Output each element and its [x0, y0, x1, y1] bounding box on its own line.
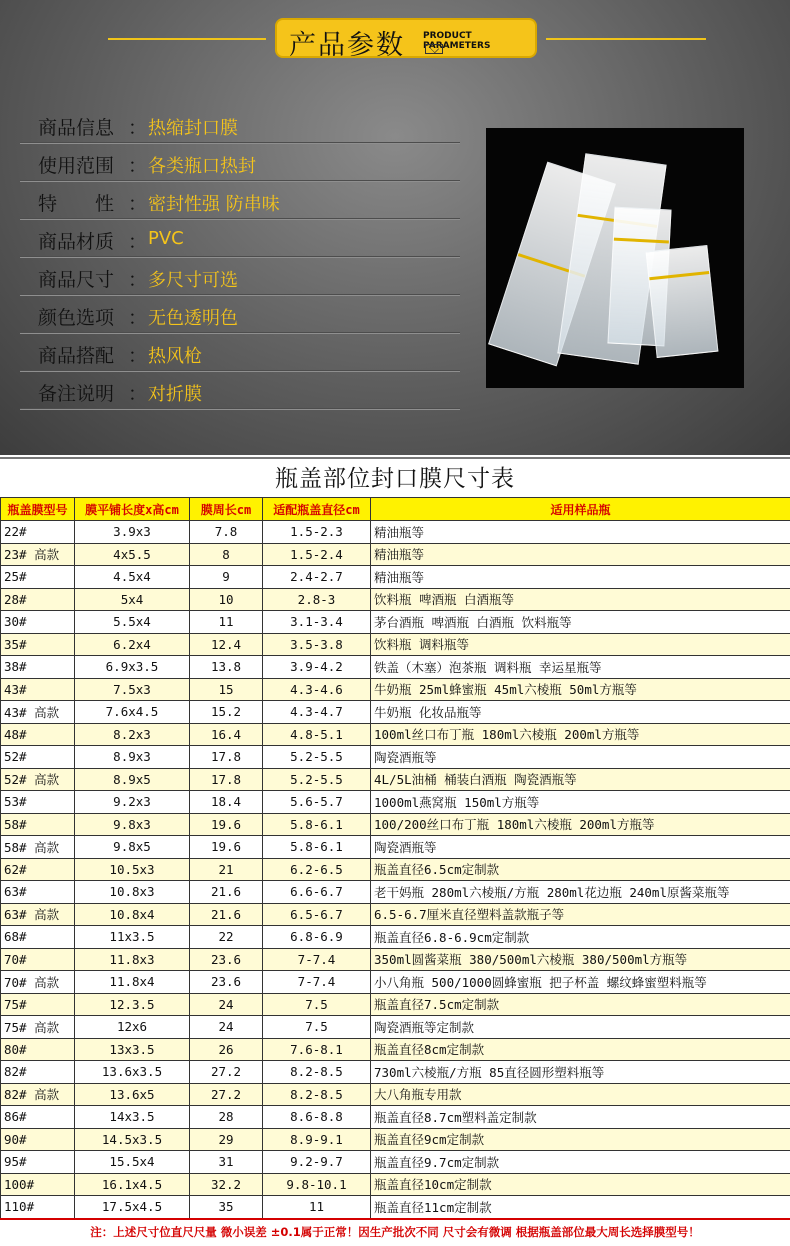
table-row — [1, 1196, 790, 1219]
cell-diameter: 1.5-2.3 — [263, 521, 371, 544]
cell-perimeter: 9 — [190, 566, 263, 589]
cell-model: 28# — [1, 588, 75, 611]
info-colon: ： — [128, 117, 148, 139]
table-row — [1, 836, 790, 859]
table-row — [1, 566, 790, 589]
cell-diameter: 7.5 — [263, 993, 371, 1016]
cell-model: 82# 高款 — [1, 1083, 75, 1106]
cell-diameter: 6.6-6.7 — [263, 881, 371, 904]
info-label: 商品尺寸 — [38, 269, 115, 291]
cell-diameter: 2.4-2.7 — [263, 566, 371, 589]
cell-bottles: 730ml六棱瓶/方瓶 85直径圆形塑料瓶等 — [371, 1061, 790, 1084]
cell-size: 8.9x5 — [75, 768, 190, 791]
table-header-row — [1, 498, 790, 521]
info-value: 对折膜 — [148, 384, 202, 405]
header-right-line — [546, 38, 706, 40]
cell-bottles: 陶瓷酒瓶等 — [371, 746, 790, 769]
cell-perimeter: 31 — [190, 1151, 263, 1174]
cell-model: 43# — [1, 678, 75, 701]
cell-bottles: 6.5-6.7厘米直径塑料盖款瓶子等 — [371, 903, 790, 926]
cell-bottles: 瓶盖直径10cm定制款 — [371, 1173, 790, 1196]
info-label: 使用范围 — [38, 155, 115, 177]
info-label: 备注说明 — [38, 383, 115, 405]
cell-perimeter: 27.2 — [190, 1061, 263, 1084]
cell-size: 7.6x4.5 — [75, 701, 190, 724]
cell-size: 10.5x3 — [75, 858, 190, 881]
cell-perimeter: 8 — [190, 543, 263, 566]
cell-perimeter: 17.8 — [190, 746, 263, 769]
cell-model: 86# — [1, 1106, 75, 1129]
cell-size: 9.8x3 — [75, 813, 190, 836]
cell-model: 70# — [1, 948, 75, 971]
info-label: 商品信息 — [38, 117, 115, 139]
table-row — [1, 768, 790, 791]
cell-bottles: 100/200丝口布丁瓶 180ml六棱瓶 200ml方瓶等 — [371, 813, 790, 836]
info-row — [20, 257, 460, 295]
cell-perimeter: 17.8 — [190, 768, 263, 791]
cell-bottles: 老干妈瓶 280ml六棱瓶/方瓶 280ml花边瓶 240ml原酱菜瓶等 — [371, 881, 790, 904]
cell-perimeter: 27.2 — [190, 1083, 263, 1106]
cell-model: 75# — [1, 993, 75, 1016]
cell-diameter: 4.8-5.1 — [263, 723, 371, 746]
cell-diameter: 11 — [263, 1196, 371, 1219]
cell-diameter: 2.8-3 — [263, 588, 371, 611]
cell-bottles: 牛奶瓶 化妆品瓶等 — [371, 701, 790, 724]
cell-bottles: 铁盖（木塞）泡茶瓶 调料瓶 幸运星瓶等 — [371, 656, 790, 679]
cell-perimeter: 16.4 — [190, 723, 263, 746]
cell-perimeter: 19.6 — [190, 836, 263, 859]
table-row — [1, 813, 790, 836]
cell-diameter: 3.5-3.8 — [263, 633, 371, 656]
cell-model: 63# 高款 — [1, 903, 75, 926]
table-row — [1, 1016, 790, 1039]
cell-model: 62# — [1, 858, 75, 881]
cell-diameter: 8.9-9.1 — [263, 1128, 371, 1151]
cell-model: 100# — [1, 1173, 75, 1196]
cell-perimeter: 18.4 — [190, 791, 263, 814]
info-label: 颜色选项 — [38, 307, 115, 329]
cell-diameter: 7.6-8.1 — [263, 1038, 371, 1061]
cell-size: 4.5x4 — [75, 566, 190, 589]
envelope-icon — [425, 44, 443, 54]
cell-bottles: 瓶盖直径8cm定制款 — [371, 1038, 790, 1061]
cell-model: 25# — [1, 566, 75, 589]
cell-model: 70# 高款 — [1, 971, 75, 994]
cell-diameter: 6.2-6.5 — [263, 858, 371, 881]
cell-model: 48# — [1, 723, 75, 746]
info-row — [20, 371, 460, 409]
size-table-title: 瓶盖部位封口膜尺寸表 — [0, 457, 790, 499]
info-value: 热风枪 — [148, 346, 202, 367]
cell-perimeter: 10 — [190, 588, 263, 611]
info-row — [20, 219, 460, 257]
cell-bottles: 1000ml燕窝瓶 150ml方瓶等 — [371, 791, 790, 814]
info-label: 商品材质 — [38, 231, 115, 253]
cell-diameter: 8.6-8.8 — [263, 1106, 371, 1129]
col-header-diameter: 适配瓶盖直径cm — [263, 498, 371, 521]
cell-size: 7.5x3 — [75, 678, 190, 701]
info-value: 无色透明色 — [148, 308, 238, 329]
table-row — [1, 948, 790, 971]
cell-perimeter: 24 — [190, 1016, 263, 1039]
cell-size: 11x3.5 — [75, 926, 190, 949]
shrink-bag — [646, 245, 719, 358]
table-row — [1, 611, 790, 634]
section-subtitle: PRODUCT PARAMETERS — [423, 31, 491, 51]
table-row — [1, 678, 790, 701]
section-title: 产品参数 — [289, 30, 405, 61]
cell-diameter: 5.8-6.1 — [263, 813, 371, 836]
cell-perimeter: 24 — [190, 993, 263, 1016]
cell-size: 3.9x3 — [75, 521, 190, 544]
info-row — [20, 143, 460, 181]
table-row — [1, 1038, 790, 1061]
cell-diameter: 5.2-5.5 — [263, 746, 371, 769]
cell-diameter: 6.5-6.7 — [263, 903, 371, 926]
product-photo — [486, 128, 744, 388]
cell-model: 58# — [1, 813, 75, 836]
cell-diameter: 7-7.4 — [263, 948, 371, 971]
cell-model: 35# — [1, 633, 75, 656]
cell-size: 14.5x3.5 — [75, 1128, 190, 1151]
info-colon: ： — [128, 231, 148, 253]
cell-size: 4x5.5 — [75, 543, 190, 566]
cell-diameter: 4.3-4.6 — [263, 678, 371, 701]
table-row — [1, 858, 790, 881]
cell-model: 23# 高款 — [1, 543, 75, 566]
cell-perimeter: 12.4 — [190, 633, 263, 656]
cell-bottles: 饮料瓶 啤酒瓶 白酒瓶等 — [371, 588, 790, 611]
cell-perimeter: 29 — [190, 1128, 263, 1151]
cell-size: 5x4 — [75, 588, 190, 611]
cell-size: 12x6 — [75, 1016, 190, 1039]
footnote: 注：上述尺寸位直尺尺量 微小误差 ±0.1属于正常！因生产批次不同 尺寸会有微调 根据瓶盖部位最大周长选择膜型号！ — [0, 1218, 790, 1246]
info-value: 密封性强 防串味 — [148, 194, 280, 215]
cell-bottles: 350ml圆酱菜瓶 380/500ml六棱瓶 380/500ml方瓶等 — [371, 948, 790, 971]
cell-perimeter: 23.6 — [190, 948, 263, 971]
cell-size: 13x3.5 — [75, 1038, 190, 1061]
cell-model: 110# — [1, 1196, 75, 1219]
info-value: 多尺寸可选 — [148, 270, 238, 291]
info-colon: ： — [128, 269, 148, 291]
cell-perimeter: 15 — [190, 678, 263, 701]
cell-size: 13.6x5 — [75, 1083, 190, 1106]
cell-bottles: 瓶盖直径6.8-6.9cm定制款 — [371, 926, 790, 949]
table-row — [1, 1173, 790, 1196]
cell-model: 38# — [1, 656, 75, 679]
table-row — [1, 881, 790, 904]
cell-size: 16.1x4.5 — [75, 1173, 190, 1196]
cell-model: 68# — [1, 926, 75, 949]
header-left-line — [108, 38, 266, 40]
cell-size: 17.5x4.5 — [75, 1196, 190, 1219]
section-header — [275, 18, 537, 61]
cell-bottles: 陶瓷酒瓶等定制款 — [371, 1016, 790, 1039]
info-colon: ： — [128, 383, 148, 405]
cell-bottles: 瓶盖直径6.5cm定制款 — [371, 858, 790, 881]
info-value: 热缩封口膜 — [148, 118, 238, 139]
product-parameters-section — [0, 0, 790, 455]
cell-size: 15.5x4 — [75, 1151, 190, 1174]
cell-perimeter: 19.6 — [190, 813, 263, 836]
cell-bottles: 100ml丝口布丁瓶 180ml六棱瓶 200ml方瓶等 — [371, 723, 790, 746]
cell-diameter: 9.2-9.7 — [263, 1151, 371, 1174]
cell-diameter: 3.9-4.2 — [263, 656, 371, 679]
cell-model: 80# — [1, 1038, 75, 1061]
info-row — [20, 295, 460, 333]
cell-diameter: 6.8-6.9 — [263, 926, 371, 949]
cell-model: 52# — [1, 746, 75, 769]
cell-model: 22# — [1, 521, 75, 544]
table-row — [1, 971, 790, 994]
cell-perimeter: 28 — [190, 1106, 263, 1129]
cell-size: 8.9x3 — [75, 746, 190, 769]
cell-model: 53# — [1, 791, 75, 814]
cell-size: 12.3.5 — [75, 993, 190, 1016]
cell-perimeter: 13.8 — [190, 656, 263, 679]
cell-size: 11.8x4 — [75, 971, 190, 994]
cell-perimeter: 32.2 — [190, 1173, 263, 1196]
cell-perimeter: 22 — [190, 926, 263, 949]
info-label: 特 性 — [38, 193, 115, 215]
cell-bottles: 陶瓷酒瓶等 — [371, 836, 790, 859]
table-row — [1, 1151, 790, 1174]
cell-model: 82# — [1, 1061, 75, 1084]
info-colon: ： — [128, 155, 148, 177]
cell-diameter: 3.1-3.4 — [263, 611, 371, 634]
cell-size: 9.2x3 — [75, 791, 190, 814]
cell-diameter: 5.8-6.1 — [263, 836, 371, 859]
cell-diameter: 9.8-10.1 — [263, 1173, 371, 1196]
cell-diameter: 5.2-5.5 — [263, 768, 371, 791]
info-colon: ： — [128, 307, 148, 329]
cell-bottles: 精油瓶等 — [371, 566, 790, 589]
cell-bottles: 瓶盖直径7.5cm定制款 — [371, 993, 790, 1016]
table-row — [1, 1128, 790, 1151]
cell-model: 95# — [1, 1151, 75, 1174]
cell-bottles: 精油瓶等 — [371, 543, 790, 566]
cell-model: 30# — [1, 611, 75, 634]
col-header-perimeter: 膜周长cm — [190, 498, 263, 521]
cell-size: 11.8x3 — [75, 948, 190, 971]
cell-diameter: 7.5 — [263, 1016, 371, 1039]
cell-perimeter: 26 — [190, 1038, 263, 1061]
cell-model: 63# — [1, 881, 75, 904]
info-row — [20, 105, 460, 143]
cell-perimeter: 7.8 — [190, 521, 263, 544]
cell-size: 10.8x4 — [75, 903, 190, 926]
cell-size: 10.8x3 — [75, 881, 190, 904]
cell-perimeter: 15.2 — [190, 701, 263, 724]
cell-size: 5.5x4 — [75, 611, 190, 634]
cell-model: 90# — [1, 1128, 75, 1151]
table-row — [1, 656, 790, 679]
info-label: 商品搭配 — [38, 345, 115, 367]
cell-model: 75# 高款 — [1, 1016, 75, 1039]
cell-bottles: 大八角瓶专用款 — [371, 1083, 790, 1106]
cell-bottles: 瓶盖直径11cm定制款 — [371, 1196, 790, 1219]
product-info-list — [20, 105, 460, 409]
cell-size: 6.2x4 — [75, 633, 190, 656]
cell-perimeter: 35 — [190, 1196, 263, 1219]
table-row — [1, 701, 790, 724]
cell-size: 9.8x5 — [75, 836, 190, 859]
table-row — [1, 926, 790, 949]
cell-model: 52# 高款 — [1, 768, 75, 791]
cell-size: 14x3.5 — [75, 1106, 190, 1129]
info-colon: ： — [128, 193, 148, 215]
col-header-model: 瓶盖膜型号 — [1, 498, 75, 521]
cell-model: 43# 高款 — [1, 701, 75, 724]
table-row — [1, 993, 790, 1016]
cell-bottles: 饮料瓶 调料瓶等 — [371, 633, 790, 656]
size-table — [0, 497, 790, 1219]
info-value: PVC — [148, 228, 184, 249]
cell-bottles: 茅台酒瓶 啤酒瓶 白酒瓶 饮料瓶等 — [371, 611, 790, 634]
cell-perimeter: 21.6 — [190, 881, 263, 904]
cell-perimeter: 21 — [190, 858, 263, 881]
cell-bottles: 瓶盖直径9cm定制款 — [371, 1128, 790, 1151]
col-header-bottles: 适用样品瓶 — [371, 498, 790, 521]
info-row — [20, 333, 460, 371]
cell-bottles: 4L/5L油桶 桶装白酒瓶 陶瓷酒瓶等 — [371, 768, 790, 791]
cell-diameter: 8.2-8.5 — [263, 1061, 371, 1084]
cell-diameter: 4.3-4.7 — [263, 701, 371, 724]
cell-diameter: 5.6-5.7 — [263, 791, 371, 814]
cell-bottles: 瓶盖直径8.7cm塑料盖定制款 — [371, 1106, 790, 1129]
cell-size: 8.2x3 — [75, 723, 190, 746]
col-header-size: 膜平铺长度x高cm — [75, 498, 190, 521]
table-row — [1, 633, 790, 656]
cell-bottles: 瓶盖直径9.7cm定制款 — [371, 1151, 790, 1174]
cell-bottles: 精油瓶等 — [371, 521, 790, 544]
cell-size: 6.9x3.5 — [75, 656, 190, 679]
table-row — [1, 723, 790, 746]
table-row — [1, 1061, 790, 1084]
info-value: 各类瓶口热封 — [148, 156, 256, 177]
table-row — [1, 1083, 790, 1106]
cell-diameter: 1.5-2.4 — [263, 543, 371, 566]
cell-perimeter: 11 — [190, 611, 263, 634]
table-row — [1, 791, 790, 814]
table-row — [1, 588, 790, 611]
info-row — [20, 181, 460, 219]
cell-model: 58# 高款 — [1, 836, 75, 859]
table-row — [1, 543, 790, 566]
cell-diameter: 7-7.4 — [263, 971, 371, 994]
table-row — [1, 521, 790, 544]
cell-bottles: 小八角瓶 500/1000圆蜂蜜瓶 把子杯盖 螺纹蜂蜜塑料瓶等 — [371, 971, 790, 994]
info-colon: ： — [128, 345, 148, 367]
cell-perimeter: 23.6 — [190, 971, 263, 994]
table-row — [1, 903, 790, 926]
table-row — [1, 746, 790, 769]
table-row — [1, 1106, 790, 1129]
cell-perimeter: 21.6 — [190, 903, 263, 926]
cell-size: 13.6x3.5 — [75, 1061, 190, 1084]
cell-diameter: 8.2-8.5 — [263, 1083, 371, 1106]
cell-bottles: 牛奶瓶 25ml蜂蜜瓶 45ml六棱瓶 50ml方瓶等 — [371, 678, 790, 701]
